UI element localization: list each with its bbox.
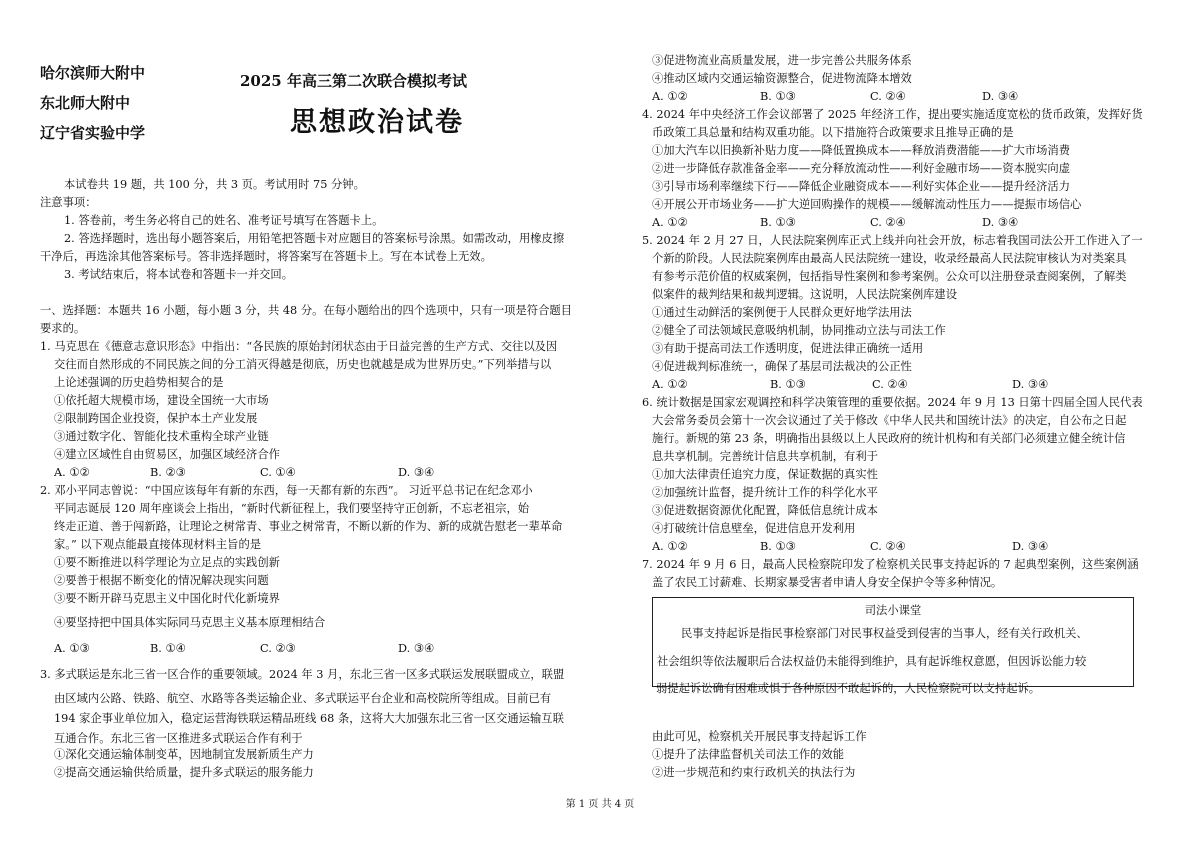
question-4-stem: 4. 2024 年中央经济工作会议部署了 2025 年经济工作，提出要实施适度宽松的货币政策，发挥好货 (642, 108, 1143, 121)
question-6-stem: 6. 统计数据是国家宏观调控和科学决策管理的重要依据。2024 年 9 月 13 日第十四届全国人民代表 (642, 396, 1143, 409)
option-b: B. ①④ (150, 642, 186, 655)
question-4-item: ③引导市场利率继续下行——降低企业融资成本——利好实体企业——提升经济活力 (652, 180, 1070, 193)
question-3-stem: 互通合作。东北三省一区推进多式联运合作有利于 (54, 732, 303, 745)
page-footer: 第 1 页 共 4 页 (565, 799, 635, 810)
question-2-stem: 2. 邓小平同志曾说：“中国应该每年有新的东西，每一天都有新的东西”。 习近平总书记在纪念邓小 (40, 484, 533, 497)
option-a: A. ①② (652, 540, 688, 553)
box-text: 弱提起诉讼确有困难或惧于各种原因不敢起诉的，人民检察院可以支持起诉。 (656, 682, 1041, 695)
question-3-item: ④推动区域内交通运输资源整合，促进物流降本增效 (652, 72, 912, 85)
notice-item: 3. 考试结束后，将本试卷和答题卡一并交回。 (64, 268, 294, 281)
option-c: C. ②④ (870, 540, 906, 553)
law-lesson-box (652, 597, 1134, 687)
question-6-item: ②加强统计监督，提升统计工作的科学化水平 (652, 486, 878, 499)
question-2-stem: 家。” 以下观点能最直接体现材料主旨的是 (54, 538, 262, 551)
question-1-item: ①依托超大规模市场，建设全国统一大市场 (54, 394, 269, 407)
question-4-item: ②进一步降低存款准备金率——充分释放流动性——利好金融市场——资本脱实向虚 (652, 162, 1070, 175)
question-5-stem: 有参考示范价值的权威案例，包括指导性案例和参考案例。公众可以注册登录查阅案例，了解类 (652, 270, 1127, 283)
question-1-stem: 上论述强调的历史趋势相契合的是 (54, 376, 224, 389)
question-7-stem: 7. 2024 年 9 月 6 日，最高人民检察院印发了检察机关民事支持起诉的 7 起典型案例，这些案例涵 (642, 558, 1139, 571)
question-5-item: ④促进裁判标准统一，确保了基层司法裁决的公正性 (652, 360, 912, 373)
question-2-item: ①要不断推进以科学理论为立足点的实践创新 (54, 556, 280, 569)
notice-item: 1. 答卷前，考生务必将自己的姓名、准考证号填写在答题卡上。 (64, 214, 384, 227)
option-a: A. ①② (652, 378, 688, 391)
question-5-stem: 5. 2024 年 2 月 27 日，人民法院案例库正式上线并向社会开放，标志着我国司法公开工作进入了一 (642, 234, 1143, 247)
school-list (40, 58, 145, 148)
notice-heading: 注意事项： (40, 196, 97, 209)
school-name: 辽宁省实验中学 (40, 124, 146, 142)
section-heading: 一、选择题：本题共 16 小题，每小题 3 分，共 48 分。在每小题给出的四个选项中，只有一项是符合题目 (40, 304, 572, 317)
question-2-item: ④要坚持把中国具体实际同马克思主义基本原理相结合 (54, 616, 326, 629)
notice-item: 2. 答选择题时，选出每小题答案后，用铅笔把答题卡对应题目的答案标号涂黑。如需改动，用橡皮擦 (64, 232, 565, 245)
option-c: C. ②④ (872, 378, 908, 391)
question-3-item: ①深化交通运输体制变革，因地制宜发展新质生产力 (54, 748, 314, 761)
option-d: D. ③④ (1012, 378, 1049, 391)
question-7-item: ②进一步规范和约束行政机关的执法行为 (652, 766, 856, 779)
question-7-stem: 盖了农民工讨薪难、长期家暴受害者申请人身安全保护令等多种情况。 (652, 576, 1003, 589)
school-name: 东北师大附中 (40, 94, 131, 112)
question-7-stem: 由此可见，检察机关开展民事支持起诉工作 (652, 730, 867, 743)
question-1-item: ③通过数字化、智能化技术重构全球产业链 (54, 430, 269, 443)
question-3-item: ②提高交通运输供给质量，提升多式联运的服务能力 (54, 766, 314, 779)
exam-title: 2025 年高三第二次联合模拟考试 (240, 72, 467, 90)
question-6-stem: 施行。新规的第 23 条，明确指出县级以上人民政府的统计机构和有关部门必须建立健全统计信 (652, 432, 1126, 445)
question-2-item: ③要不断开辟马克思主义中国化时代化新境界 (54, 592, 280, 605)
option-b: B. ②③ (150, 466, 186, 479)
option-d: D. ③④ (1012, 540, 1049, 553)
question-1-stem: 交往而自然形成的不同民族之间的分工消灭得越是彻底，历史也就越是成为世界历史。”下列举措与以 (54, 358, 552, 371)
question-1-item: ②限制跨国企业投资，保护本土产业发展 (54, 412, 258, 425)
question-5-item: ①通过生动鲜活的案例便于人民群众更好地学法用法 (652, 306, 912, 319)
option-c: C. ②④ (870, 216, 906, 229)
question-5-stem: 似案件的裁判结果和裁判逻辑。这说明，人民法院案例库建设 (652, 288, 958, 301)
section-heading: 要求的。 (40, 322, 86, 335)
school-name: 哈尔滨师大附中 (40, 64, 146, 82)
question-5-item: ③有助于提高司法工作透明度，促进法律正确统一适用 (652, 342, 924, 355)
option-b: B. ①③ (770, 378, 806, 391)
option-d: D. ③④ (398, 642, 435, 655)
option-d: D. ③④ (982, 216, 1019, 229)
question-3-stem: 由区域内公路、铁路、航空、水路等各类运输企业、多式联运平台企业和高校院所等组成。目前已有 (54, 692, 552, 705)
option-a: A. ①② (652, 90, 688, 103)
question-4-item: ④开展公开市场业务——扩大逆回购操作的规模——缓解流动性压力——提振市场信心 (652, 198, 1082, 211)
question-6-stem: 大会常务委员会第十一次会议通过了关于修改《中华人民共和国统计法》的决定，自公布之日起 (652, 414, 1127, 427)
question-3-stem: 194 家企事业单位加入，稳定运营海铁联运精品班线 68 条，这将大大加强东北三省一区交通运输互联 (54, 712, 564, 725)
question-4-stem: 币政策工具总量和结构双重功能。以下措施符合政策要求且推导正确的是 (652, 126, 1014, 139)
option-d: D. ③④ (398, 466, 435, 479)
question-5-stem: 个新的阶段。人民法院案例库由最高人民法院统一建设，收录经最高人民法院审核认为对类案具 (652, 252, 1127, 265)
intro-text: 本试卷共 19 题，共 100 分，共 3 页。考试用时 75 分钟。 (64, 178, 365, 191)
option-a: A. ①② (652, 216, 688, 229)
option-c: C. ②④ (870, 90, 906, 103)
box-title: 司法小课堂 (864, 604, 922, 617)
option-c: C. ②③ (260, 642, 296, 655)
option-b: B. ①③ (760, 216, 796, 229)
option-b: B. ①③ (760, 90, 796, 103)
box-text: 社会组织等依法履职后合法权益仍未能得到维护，具有起诉维权意愿，但因诉讼能力较 (657, 655, 1087, 668)
question-6-stem: 息共享机制。完善统计信息共享机制，有利于 (652, 450, 878, 463)
question-2-stem: 终走正道、善于闯新路，让理论之树常青、事业之树常青，不断以新的作为、新的成就告慰老一辈革命 (54, 520, 563, 533)
option-c: C. ①④ (260, 466, 296, 479)
option-a: A. ①③ (54, 642, 90, 655)
question-3-item: ③促进物流业高质量发展，进一步完善公共服务体系 (652, 54, 912, 67)
subject-title: 思想政治试卷 (290, 107, 464, 138)
question-2-stem: 平同志诞辰 120 周年座谈会上指出，“新时代新征程上，我们要坚持守正创新，不忘老祖宗，始 (54, 502, 530, 515)
option-d: D. ③④ (982, 90, 1019, 103)
question-3-stem: 3. 多式联运是东北三省一区合作的重要领域。2024 年 3 月，东北三省一区多式联运发展联盟成立，联盟 (40, 668, 565, 681)
question-1-item: ④建立区域性自由贸易区，加强区域经济合作 (54, 448, 280, 461)
question-6-item: ①加大法律责任追究力度，保证数据的真实性 (652, 468, 878, 481)
question-7-item: ①提升了法律监督机关司法工作的效能 (652, 748, 845, 761)
question-6-item: ④打破统计信息壁垒，促进信息开发利用 (652, 522, 856, 535)
question-5-item: ②健全了司法领域民意吸纳机制，协同推动立法与司法工作 (652, 324, 946, 337)
question-6-item: ③促进数据资源优化配置，降低信息统计成本 (652, 504, 878, 517)
option-b: B. ①③ (760, 540, 796, 553)
question-2-item: ②要善于根据不断变化的情况解决现实问题 (54, 574, 269, 587)
notice-item: 干净后，再选涂其他答案标号。答非选择题时，将答案写在答题卡上。写在本试卷上无效。 (40, 250, 492, 263)
question-4-item: ①加大汽车以旧换新补贴力度——降低置换成本——释放消费潜能——扩大市场消费 (652, 144, 1070, 157)
option-a: A. ①② (54, 466, 90, 479)
question-1-stem: 1. 马克思在《德意志意识形态》中指出：“各民族的原始封闭状态由于日益完善的生产方式、交往以及因 (40, 340, 558, 353)
box-text: 民事支持起诉是指民事检察部门对民事权益受到侵害的当事人，经有关行政机关、 (681, 627, 1088, 640)
